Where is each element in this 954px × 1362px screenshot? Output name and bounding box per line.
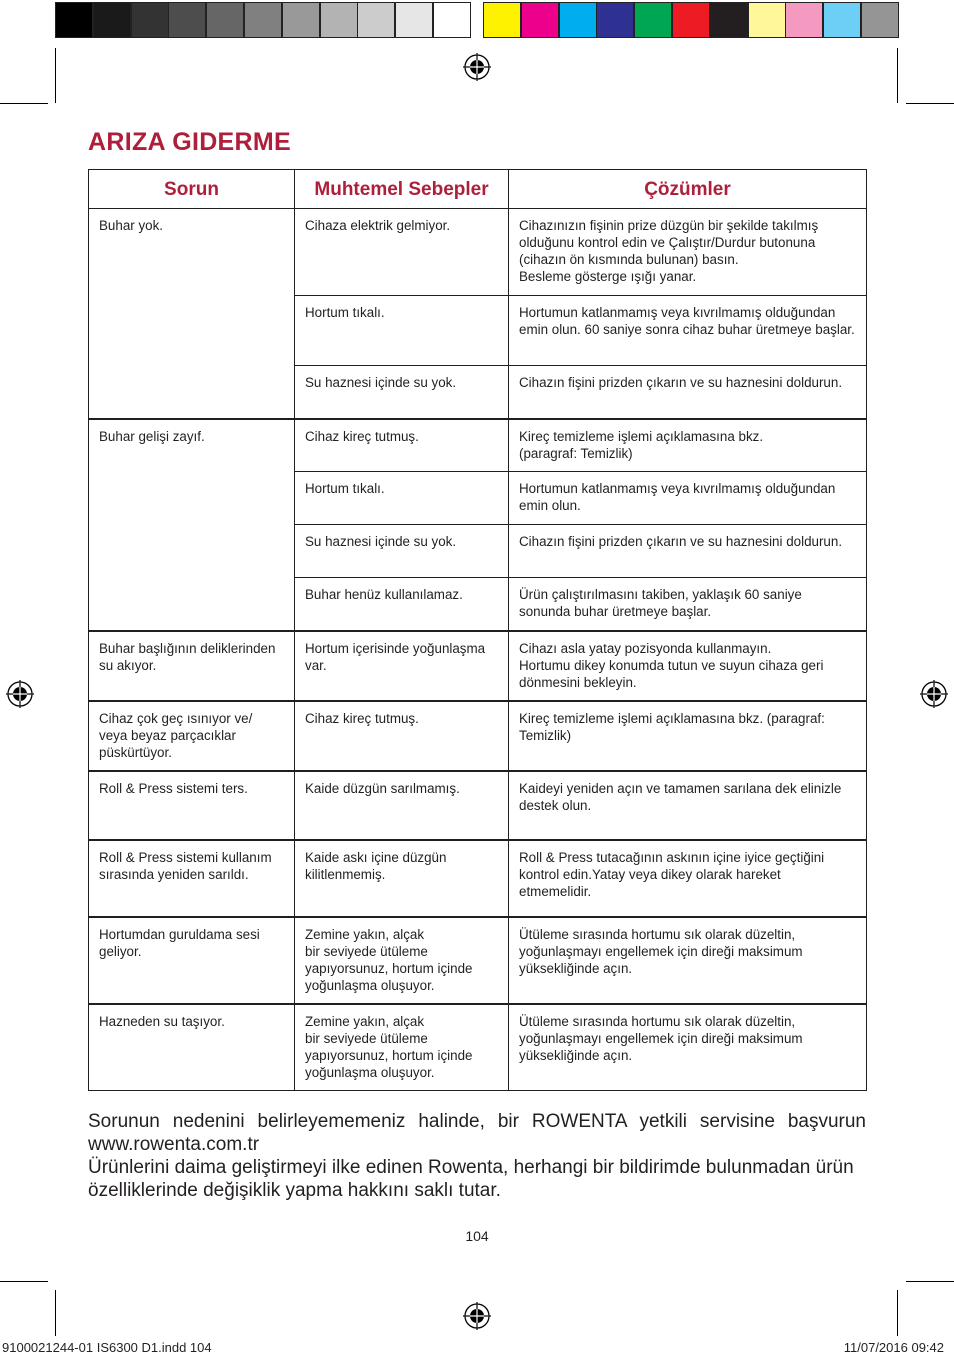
- problem-cell: Buhar gelişi zayıf.: [89, 419, 295, 631]
- color-swatch: [521, 2, 559, 38]
- color-swatch: [710, 2, 748, 38]
- troubleshooting-table: [88, 169, 867, 1091]
- color-swatch: [559, 2, 597, 38]
- color-swatch: [634, 2, 672, 38]
- crop-mark: [0, 1281, 48, 1282]
- problem-cell: Hortumdan guruldama sesi geliyor.: [89, 917, 295, 1004]
- footnote-website-link[interactable]: www.rowenta.com.tr: [88, 1134, 260, 1155]
- crop-mark: [55, 48, 56, 103]
- column-header-problem: Sorun: [89, 170, 295, 209]
- color-swatch: [357, 2, 395, 38]
- crop-mark: [55, 1290, 56, 1336]
- color-swatch: [244, 2, 282, 38]
- page-title: ARIZA GIDERME: [88, 128, 291, 156]
- footnote-service-text: Sorunun nedenini belirleyememeniz halinde, bir ROWENTA yetkili servisine başvurun: [88, 1111, 866, 1132]
- color-swatch: [596, 2, 634, 38]
- cause-cell: Cihaz kireç tutmuş.: [295, 701, 509, 771]
- cause-cell: Cihaza elektrik gelmiyor.: [295, 209, 509, 296]
- column-header-cause: Muhtemel Sebepler: [295, 170, 509, 209]
- column-header-solution: Çözümler: [509, 170, 867, 209]
- table-row: [89, 209, 867, 296]
- problem-cell: Cihaz çok geç ısınıyor ve/ veya beyaz parçacıklar püskürtüyor.: [89, 701, 295, 771]
- color-swatch: [282, 2, 320, 38]
- solution-cell: Cihazın fişini prizden çıkarın ve su haznesini doldurun.: [509, 525, 867, 578]
- page-number: 104: [465, 1228, 489, 1244]
- table-row: [89, 1004, 867, 1091]
- solution-cell: Ütüleme sırasında hortumu sık olarak düzeltin, yoğunlaşmayı engellemek için direği maksimum yüksekliğinde açın.: [509, 917, 867, 1004]
- cause-cell: Hortum içerisinde yoğunlaşma var.: [295, 631, 509, 701]
- color-swatch: [433, 2, 471, 38]
- table-row: [89, 771, 867, 840]
- table-row: [89, 917, 867, 1004]
- problem-cell: Buhar yok.: [89, 209, 295, 419]
- color-swatch: [785, 2, 823, 38]
- solution-cell: Ütüleme sırasında hortumu sık olarak düzeltin, yoğunlaşmayı engellemek için direği maksimum yüksekliğinde açın.: [509, 1004, 867, 1091]
- cause-cell: Kaide askı içine düzgün kilitlenmemiş.: [295, 840, 509, 917]
- color-swatch: [206, 2, 244, 38]
- crop-mark: [897, 1290, 898, 1336]
- color-swatch: [320, 2, 358, 38]
- cause-cell: Zemine yakın, alçak bir seviyede ütüleme yapıyorsunuz, hortum içinde yoğunlaşma oluşuyor.: [295, 917, 509, 1004]
- table-row: [89, 631, 867, 701]
- solution-cell: Hortumun katlanmamış veya kıvrılmamış olduğundan emin olun.: [509, 472, 867, 525]
- cause-cell: Buhar henüz kullanılamaz.: [295, 578, 509, 631]
- cause-cell: Zemine yakın, alçak bir seviyede ütüleme yapıyorsunuz, hortum içinde yoğunlaşma oluşuyor.: [295, 1004, 509, 1091]
- problem-cell: Hazneden su taşıyor.: [89, 1004, 295, 1091]
- registration-mark-icon: [6, 680, 34, 708]
- problem-cell: Roll & Press sistemi kullanım sırasında yeniden sarıldı.: [89, 840, 295, 917]
- crop-mark: [906, 103, 954, 104]
- solution-cell: Roll & Press tutacağının askının içine iyice geçtiğini kontrol edin.Yatay veya dikey olarak hareket etmemelidir.: [509, 840, 867, 917]
- slug-datetime: 11/07/2016 09:42: [843, 1340, 944, 1355]
- cause-cell: Su haznesi içinde su yok.: [295, 525, 509, 578]
- color-swatch: [131, 2, 169, 38]
- color-swatch: [55, 2, 93, 38]
- table-body: [89, 209, 867, 1091]
- table-row: [89, 419, 867, 472]
- registration-mark-icon: [920, 680, 948, 708]
- table-header-row: [89, 170, 867, 209]
- solution-cell: Cihazın fişini prizden çıkarın ve su haznesini doldurun.: [509, 366, 867, 419]
- color-swatch: [748, 2, 786, 38]
- color-swatch: [168, 2, 206, 38]
- cause-cell: Cihaz kireç tutmuş.: [295, 419, 509, 472]
- color-swatch: [823, 2, 861, 38]
- table-row: [89, 840, 867, 917]
- problem-cell: Buhar başlığının deliklerinden su akıyor.: [89, 631, 295, 701]
- solution-cell: Kireç temizleme işlemi açıklamasına bkz. (paragraf: Temizlik): [509, 419, 867, 472]
- cause-cell: Hortum tıkalı.: [295, 296, 509, 366]
- crop-mark: [906, 1281, 954, 1282]
- solution-cell: Kireç temizleme işlemi açıklamasına bkz. (paragraf: Temizlik): [509, 701, 867, 771]
- cause-cell: Su haznesi içinde su yok.: [295, 366, 509, 419]
- solution-cell: Cihazınızın fişinin prize düzgün bir şekilde takılmış olduğunu kontrol edin ve Çalıştır/Durdur butonuna (cihazın ön kısmında bulunan) basın. Besleme gösterge ışığı yanar.: [509, 209, 867, 296]
- solution-cell: Ürün çalıştırılmasını takiben, yaklaşık 60 saniye sonunda buhar üretmeye başlar.: [509, 578, 867, 631]
- color-swatch: [483, 2, 521, 38]
- registration-mark-icon: [463, 53, 491, 81]
- table-row: [89, 701, 867, 771]
- registration-mark-icon: [463, 1302, 491, 1330]
- footnote-disclaimer: Ürünlerini daima geliştirmeyi ilke edinen Rowenta, herhangi bir bildirimde bulunmadan ürün özelliklerinde değişiklik yapma hakkını saklı tutar.: [88, 1157, 854, 1201]
- color-swatch: [395, 2, 433, 38]
- crop-mark: [0, 103, 48, 104]
- cause-cell: Kaide düzgün sarılmamış.: [295, 771, 509, 840]
- footnote: [88, 1110, 866, 1202]
- color-swatch: [861, 2, 899, 38]
- solution-cell: Cihazı asla yatay pozisyonda kullanmayın. Hortumu dikey konumda tutun ve suyun cihaza geri dönmesini bekleyin.: [509, 631, 867, 701]
- crop-mark: [897, 48, 898, 103]
- color-swatch: [672, 2, 710, 38]
- problem-cell: Roll & Press sistemi ters.: [89, 771, 295, 840]
- cause-cell: Hortum tıkalı.: [295, 472, 509, 525]
- solution-cell: Kaideyi yeniden açın ve tamamen sarılana dek elinizle destek olun.: [509, 771, 867, 840]
- slug-file-info: 9100021244-01 IS6300 D1.indd 104: [2, 1340, 212, 1355]
- solution-cell: Hortumun katlanmamış veya kıvrılmamış olduğundan emin olun. 60 saniye sonra cihaz buhar üretmeye başlar.: [509, 296, 867, 366]
- color-swatch: [93, 2, 131, 38]
